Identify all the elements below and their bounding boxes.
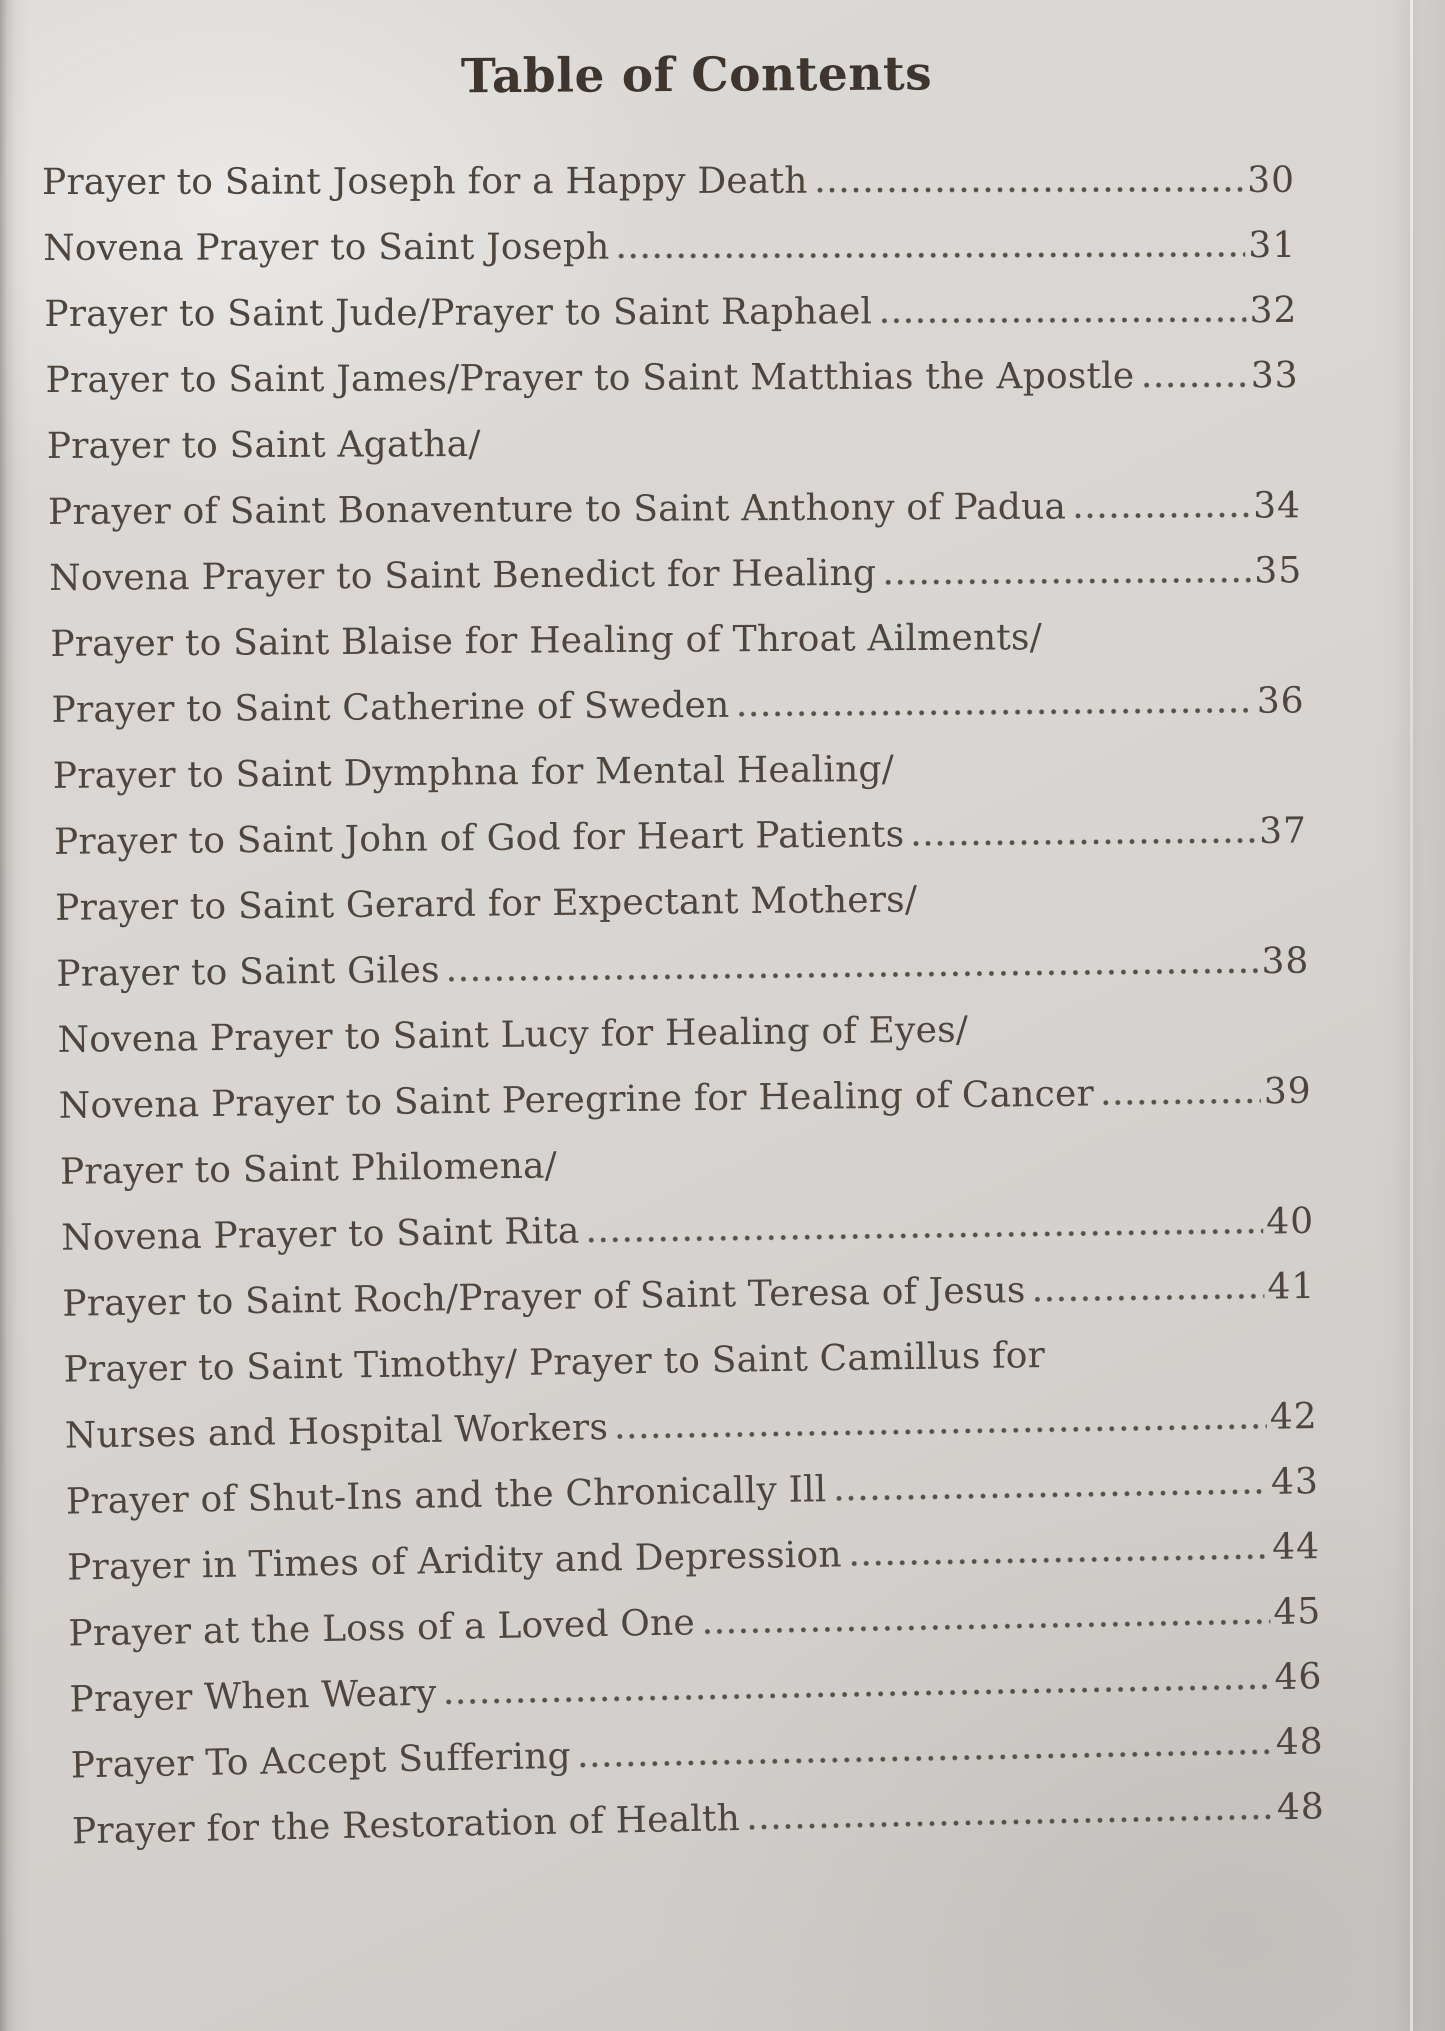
toc-row [62,1265,1316,1325]
entry-page-number: 30 [1247,159,1296,201]
entry-title: Prayer of Shut-Ins and the Chronically Ill [65,1469,827,1523]
entry-title: Prayer to Saint Catherine of Sweden [51,684,730,731]
entry-page-number: 48 [1275,1721,1324,1764]
entry-page-number: 31 [1248,224,1297,267]
toc-row [44,289,1298,335]
page-curvature-crease [1410,0,1413,2031]
toc-row [57,1009,1310,1059]
toc-row [51,680,1305,731]
entry-page-number: 40 [1265,1200,1315,1243]
toc-row [60,1200,1315,1259]
leader-dots [913,837,1256,847]
leader-dots [617,1423,1267,1440]
leader-dots [836,1488,1269,1502]
leader-dots [749,1813,1274,1831]
toc-row [49,550,1303,599]
leader-dots [580,1748,1273,1768]
toc-row [69,1656,1323,1721]
entry-page-number: 38 [1261,940,1310,983]
entry-title: Prayer to Saint John of God for Heart Patients [53,814,905,863]
toc-row [47,423,1300,465]
toc-row [50,618,1303,663]
page-title: Table of Contents [460,46,933,105]
toc-row [56,940,1310,995]
leader-dots [1143,381,1247,388]
entry-title: Novena Prayer to Saint Lucy for Healing of Eyes/ [57,1009,969,1061]
entry-title: Prayer to Saint Giles [56,949,440,995]
entry-page-number: 34 [1253,485,1302,527]
entry-title: Novena Prayer to Saint Joseph [43,226,610,269]
entry-page-number: 46 [1274,1656,1323,1699]
entry-page-number: 43 [1270,1461,1320,1503]
toc-row [53,810,1308,863]
entry-page-number: 33 [1250,355,1299,397]
toc-row [43,224,1297,269]
leader-dots [589,1228,1264,1244]
entry-title: Prayer to Saint Philomena/ [59,1145,558,1193]
entry-title: Prayer to Saint Blaise for Healing of Throat Ailments/ [50,617,1043,665]
leader-dots [449,967,1259,983]
entry-page-number: 36 [1256,680,1305,722]
entry-title: Novena Prayer to Saint Benedict for Healing [49,552,877,599]
entry-page-number: 44 [1271,1526,1321,1568]
toc-row [55,879,1308,927]
entry-page-number: 45 [1273,1591,1322,1633]
toc-row [60,1139,1313,1191]
toc-row [70,1721,1324,1787]
entry-page-number: 39 [1263,1070,1312,1113]
entry-title: Prayer to Saint Joseph for a Happy Death [41,160,808,203]
toc-row [58,1070,1312,1127]
leader-dots [704,1618,1271,1635]
leader-dots [446,1683,1272,1705]
leader-dots [1075,511,1250,519]
entry-page-number: 48 [1276,1786,1326,1829]
entry-title: Novena Prayer to Saint Rita [60,1210,580,1259]
leader-dots [1035,1293,1265,1303]
toc-row [41,159,1296,203]
entry-page-number: 42 [1269,1396,1318,1438]
toc-list [41,159,1326,1881]
entry-title: Prayer for the Restoration of Health [71,1797,741,1853]
entry-title: Prayer To Accept Suffering [70,1735,572,1787]
leader-dots [881,316,1246,324]
entry-title: Prayer to Saint Jude/Prayer to Saint Raphael [44,291,873,335]
entry-title: Prayer to Saint Timothy/ Prayer to Saint Camillus for [63,1335,1046,1391]
leader-dots [739,707,1254,718]
entry-title: Novena Prayer to Saint Peregrine for Healing of Cancer [58,1073,1095,1127]
entry-page-number: 41 [1267,1265,1316,1308]
entry-title: Prayer to Saint Roch/Prayer of Saint Teresa of Jesus [62,1270,1026,1325]
entry-title: Prayer to Saint James/Prayer to Saint Matthias the Apostle [45,355,1135,401]
toc-row [64,1396,1318,1457]
entry-title: Prayer When Weary [69,1672,437,1721]
entry-title: Prayer to Saint Gerard for Expectant Mothers/ [54,879,918,929]
entry-page-number: 32 [1249,289,1298,332]
toc-row [71,1786,1326,1853]
entry-title: Prayer to Saint Dymphna for Mental Healing/ [52,748,895,797]
leader-dots [817,186,1245,194]
entry-title: Prayer at the Loss of a Loved One [68,1602,696,1655]
toc-row [65,1461,1320,1523]
leader-dots [619,251,1246,260]
entry-title: Prayer in Times of Aridity and Depression [66,1534,843,1589]
toc-row [63,1334,1316,1389]
toc-row [66,1526,1321,1589]
entry-page-number: 37 [1258,810,1308,852]
entry-page-number: 35 [1254,550,1303,592]
entry-title: Nurses and Hospital Workers [64,1407,609,1457]
leader-dots [851,1553,1270,1567]
entry-title: Prayer to Saint Agatha/ [46,423,481,467]
toc-row [52,748,1306,797]
toc-row [68,1591,1322,1655]
toc-row [45,355,1299,401]
entry-title: Prayer of Saint Bonaventure to Saint Anthony of Padua [47,486,1067,533]
toc-row [47,485,1302,533]
leader-dots [885,577,1251,586]
leader-dots [1103,1097,1261,1106]
